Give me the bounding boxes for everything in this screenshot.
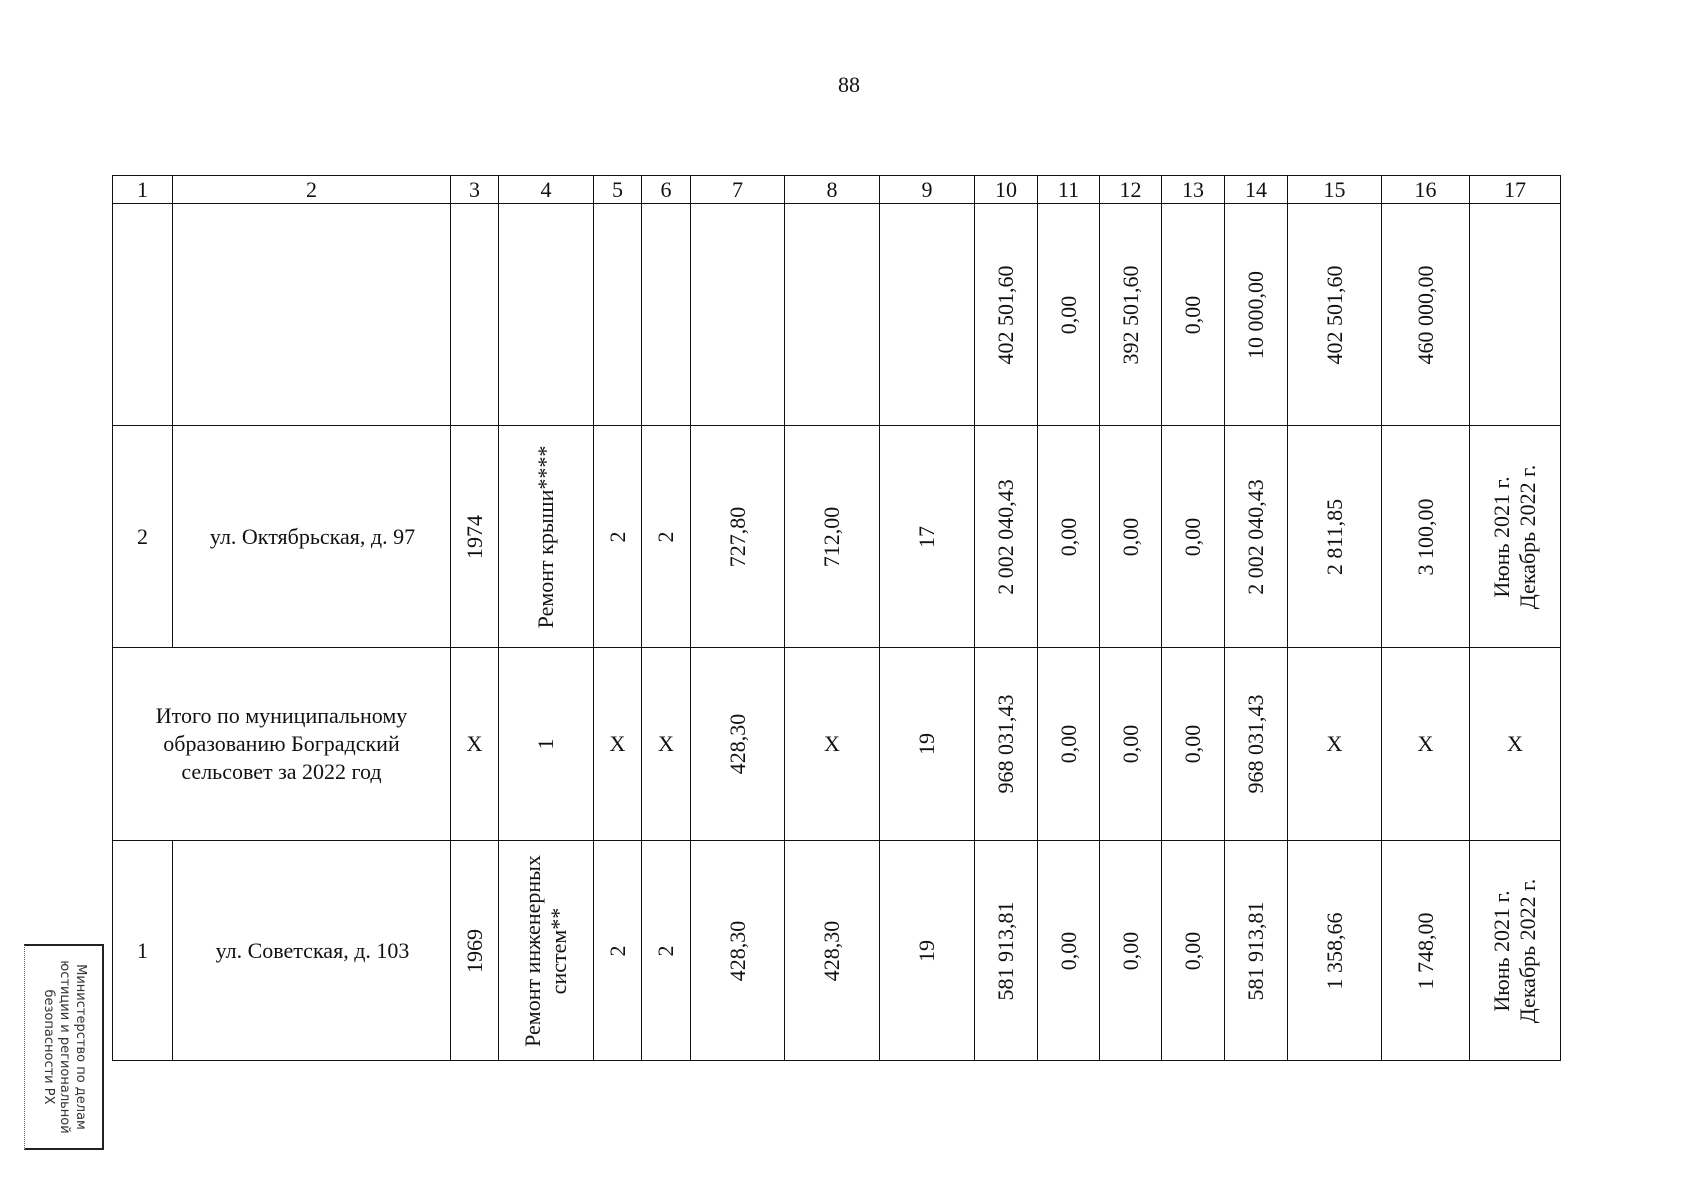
cost-budget: 392 501,60 xyxy=(1117,265,1143,364)
year-built: 1974 xyxy=(461,514,487,559)
living-area: 428,30 xyxy=(819,920,844,981)
col-header: 16 xyxy=(1382,176,1470,204)
col-header: 5 xyxy=(594,176,642,204)
total-year: X xyxy=(451,648,499,841)
work-type: Ремонт инженерных систем** xyxy=(520,854,571,1047)
total-area: 428,30 xyxy=(724,713,750,775)
cost-owners: 2 002 040,43 xyxy=(1243,478,1268,595)
unit-cost: 1 358,66 xyxy=(1321,912,1347,989)
max-unit-cost: 460 000,00 xyxy=(1412,265,1438,364)
col-header: 8 xyxy=(785,176,880,204)
cost-total: 402 501,60 xyxy=(993,265,1018,364)
total-entrances: X xyxy=(642,648,691,841)
total-max-unit-cost: X xyxy=(1382,648,1470,841)
residents: 19 xyxy=(914,939,939,962)
row-number: 2 xyxy=(113,426,173,648)
completion-dates: Июнь 2021 г. Декабрь 2022 г. xyxy=(1489,878,1540,1023)
cost-total: 581 913,81 xyxy=(993,901,1018,1000)
col-header: 11 xyxy=(1038,176,1100,204)
table-row xyxy=(113,204,1561,426)
row-number: 1 xyxy=(113,841,173,1061)
total-cost-fund: 0,00 xyxy=(1055,724,1081,764)
total-area: 727,80 xyxy=(724,506,750,567)
work-type: Ремонт крыши**** xyxy=(533,445,558,628)
total-cost-budget: 0,00 xyxy=(1117,724,1143,764)
cost-budget: 0,00 xyxy=(1117,931,1143,970)
address: ул. Советская, д. 103 xyxy=(173,841,451,1061)
col-header: 4 xyxy=(499,176,594,204)
col-header: 1 xyxy=(113,176,173,204)
year-built: 1969 xyxy=(461,928,487,973)
completion-dates: Июнь 2021 г. Декабрь 2022 г. xyxy=(1489,464,1540,609)
repair-program-table xyxy=(112,175,1561,1061)
total-label: Итого по муниципальному образованию Боградский сельсовет за 2022 год xyxy=(113,648,451,841)
cost-owners: 10 000,00 xyxy=(1243,270,1268,359)
ministry-stamp xyxy=(24,944,104,1150)
stamp-text: Министерство по делам юстиции и региональной безопасности РХ xyxy=(40,960,88,1134)
living-area: 712,00 xyxy=(819,506,844,567)
col-header: 15 xyxy=(1288,176,1382,204)
cost-total: 2 002 040,43 xyxy=(993,478,1018,595)
total-cost: 968 031,43 xyxy=(993,694,1018,794)
address: ул. Октябрьская, д. 97 xyxy=(173,426,451,648)
cost-fund: 0,00 xyxy=(1055,517,1081,556)
total-floors: X xyxy=(594,648,642,841)
max-unit-cost: 3 100,00 xyxy=(1412,498,1438,575)
col-header: 3 xyxy=(451,176,499,204)
total-living-area: X xyxy=(785,648,880,841)
cost-fund: 0,00 xyxy=(1055,295,1081,334)
entrances: 2 xyxy=(653,531,678,542)
cost-budget: 0,00 xyxy=(1117,517,1143,556)
col-header: 12 xyxy=(1100,176,1162,204)
total-dates: X xyxy=(1470,648,1561,841)
column-number-row xyxy=(113,176,1561,204)
col-header: 2 xyxy=(173,176,451,204)
unit-cost: 2 811,85 xyxy=(1321,498,1347,575)
total-residents: 19 xyxy=(914,733,939,755)
cost-fund: 0,00 xyxy=(1055,931,1081,970)
total-work-count: 1 xyxy=(533,738,558,750)
table-row xyxy=(113,841,1561,1061)
total-unit-cost: X xyxy=(1288,648,1382,841)
cost-local: 0,00 xyxy=(1180,931,1205,970)
cost-local: 0,00 xyxy=(1180,295,1205,334)
total-area: 428,30 xyxy=(724,920,750,981)
total-cost-owners: 968 031,43 xyxy=(1243,694,1268,794)
total-row xyxy=(113,648,1561,841)
cost-owners: 581 913,81 xyxy=(1243,901,1268,1000)
col-header: 9 xyxy=(880,176,975,204)
floors: 2 xyxy=(604,945,630,956)
entrances: 2 xyxy=(653,945,678,956)
total-cost-local: 0,00 xyxy=(1180,724,1205,764)
residents: 17 xyxy=(914,525,939,548)
col-header: 7 xyxy=(691,176,785,204)
unit-cost: 402 501,60 xyxy=(1321,265,1347,364)
col-header: 6 xyxy=(642,176,691,204)
floors: 2 xyxy=(604,531,630,542)
col-header: 10 xyxy=(975,176,1038,204)
col-header: 14 xyxy=(1225,176,1288,204)
max-unit-cost: 1 748,00 xyxy=(1412,912,1438,989)
cost-local: 0,00 xyxy=(1180,517,1205,556)
col-header: 13 xyxy=(1162,176,1225,204)
col-header: 17 xyxy=(1470,176,1561,204)
table-row xyxy=(113,426,1561,648)
page-number: 88 xyxy=(838,72,860,97)
